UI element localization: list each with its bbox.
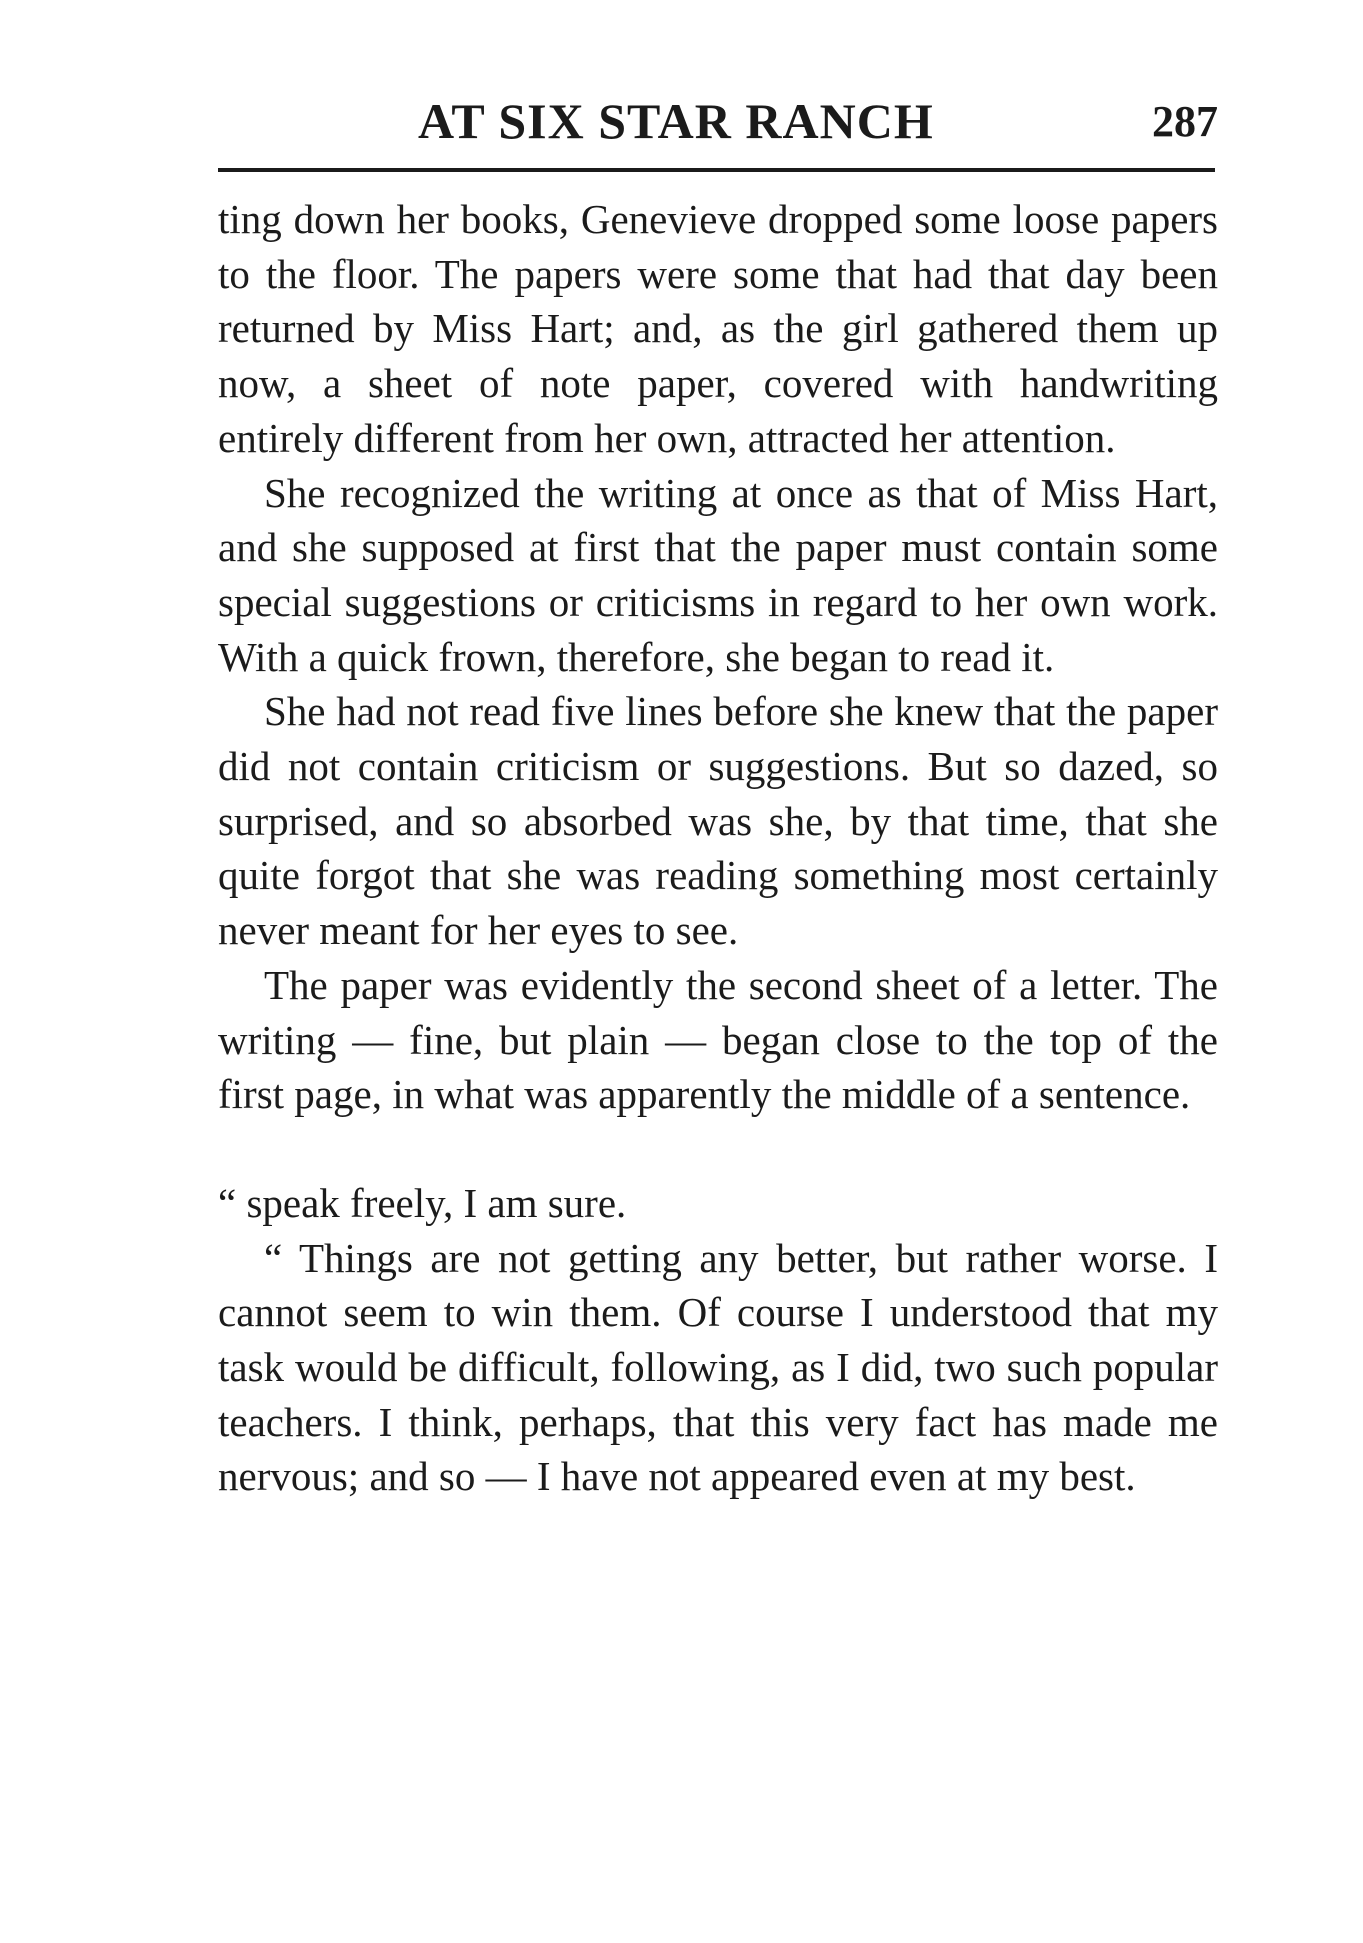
header-rule (218, 168, 1215, 172)
running-title: AT SIX STAR RANCH (418, 93, 934, 149)
paragraph-1: ting down her books, Genevieve dropped some loose papers to the floor. The papers were some that had that day been returned by Miss Hart; and, as the girl gathered them up now, a sheet of note paper, covered with handwriting entirely different from her own, attracted her attention. (218, 196, 1218, 461)
page-number: 287 (1152, 97, 1218, 146)
letter-paragraph-1: “ speak freely, I am sure. (218, 1179, 627, 1226)
page-header (218, 92, 1218, 162)
paragraph-2: She recognized the writing at once as that of Miss Hart, and she supposed at first that the paper must contain some special suggestions or criticisms in regard to her own work. With a quick frown, therefore, she began to read it. (218, 469, 1218, 680)
paragraph-4: The paper was evidently the second sheet of a letter. The writing — fine, but plain — began close to the top of the first page, in what was apparently the middle of a sentence. (218, 961, 1218, 1118)
body-text (218, 192, 1218, 1504)
letter-paragraph-2: “ Things are not getting any better, but rather worse. I cannot seem to win them. Of course I understood that my task would be difficult, following, as I did, two such popular teachers. I think, perhaps, that this very fact has made me nervous; and so — I have not appeared even at my best. (218, 1234, 1218, 1500)
paragraph-3: She had not read five lines before she knew that the paper did not contain criticism or suggestions. But so dazed, so surprised, and so absorbed was she, by that time, that she quite forgot that she was reading something most certainly never meant for her eyes to see. (218, 688, 1218, 954)
